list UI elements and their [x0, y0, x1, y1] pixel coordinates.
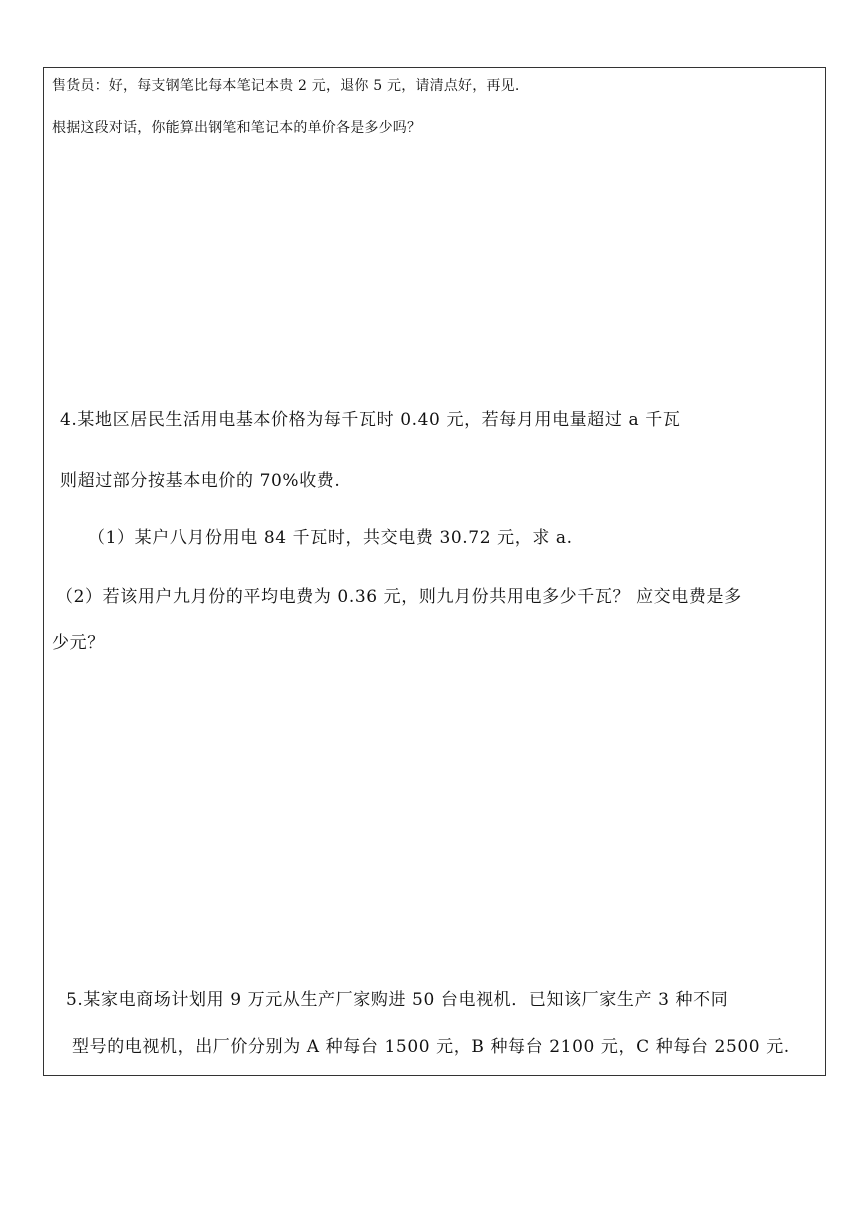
problem4-part2-line2: 少元？ [52, 633, 105, 653]
problem4-statement-line1: 4.某地区居民生活用电基本价格为每千瓦时 0.40 元，若每月用电量超过 a 千瓦 [60, 410, 681, 430]
problem4-part2-line1: （2）若该用户九月份的平均电费为 0.36 元，则九月份共用电多少千瓦？ 应交电费是多 [56, 587, 742, 607]
problem5-statement-line2: 型号的电视机，出厂价分别为 A 种每台 1500 元，B 种每台 2100 元，C 种每台 2500 元. [72, 1037, 790, 1057]
problem4-statement-line2: 则超过部分按基本电价的 70%收费. [60, 471, 341, 491]
problem4-part1: （1）某户八月份用电 84 千瓦时，共交电费 30.72 元，求 a. [88, 528, 573, 548]
problem5-statement-line1: 5.某家电商场计划用 9 万元从生产厂家购进 50 台电视机．已知该厂家生产 3 种不同 [66, 990, 729, 1010]
worksheet-table-cell [43, 67, 826, 1076]
problem3-dialogue-line: 售货员：好，每支钢笔比每本笔记本贵 2 元，退你 5 元，请清点好，再见. [52, 78, 520, 94]
problem3-question: 根据这段对话，你能算出钢笔和笔记本的单价各是多少吗？ [52, 120, 422, 136]
